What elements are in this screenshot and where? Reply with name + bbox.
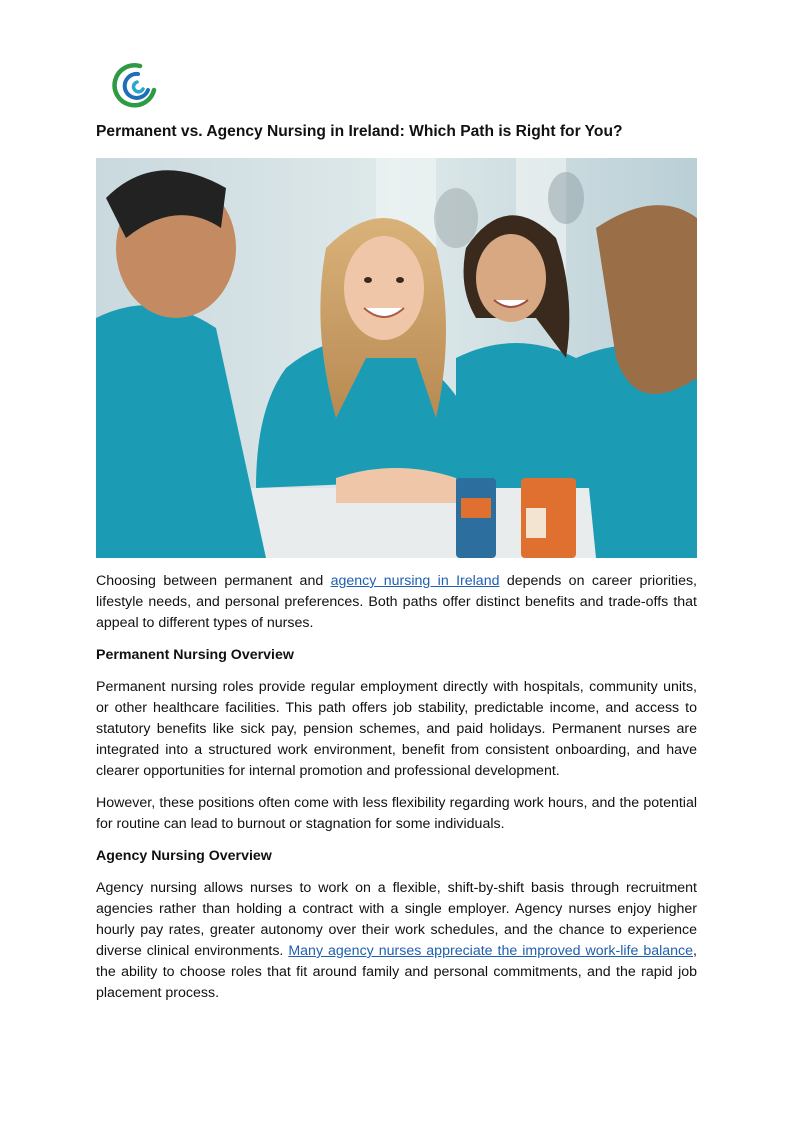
company-logo	[110, 60, 158, 108]
agency-paragraph: Agency nursing allows nurses to work on a flexible, shift-by-shift basis through recruitment agencies rather than holding a contract with a single employer. Agency nurses enjoy higher hourly pay rates, greater autonomy over their work schedules, and the chance to experience diverse clinical environments. Many agency nurses appreciate the improved work-life balance, the ability to choose roles that fit around family and personal commitments, and the rapid job placement process.	[96, 880, 697, 1001]
section-heading-permanent: Permanent Nursing Overview	[96, 647, 294, 663]
permanent-paragraph-1: Permanent nursing roles provide regular employment directly with hospitals, community units, or other healthcare facilities. This path offers job stability, predictable income, and access to statutory benefits like sick pay, pension schemes, and paid holidays. Permanent nurses are integrated into a structured work environment, benefit from consistent onboarding, and have clearer opportunities for internal promotion and professional development.	[96, 679, 697, 779]
page-title: Permanent vs. Agency Nursing in Ireland: Which Path is Right for You?	[96, 123, 623, 140]
section-heading-agency: Agency Nursing Overview	[96, 848, 272, 864]
intro-paragraph: Choosing between permanent and agency nursing in Ireland depends on career priorities, lifestyle needs, and personal preferences. Both paths offer distinct benefits and trade-offs that appeal to different types of nurses.	[96, 573, 697, 631]
article-body	[96, 571, 697, 1015]
work-life-balance-link[interactable]: Many agency nurses appreciate the improved work-life balance	[288, 943, 694, 959]
hero-image	[96, 158, 697, 558]
agency-nursing-link[interactable]: agency nursing in Ireland	[330, 573, 500, 589]
permanent-paragraph-2: However, these positions often come with less flexibility regarding work hours, and the potential for routine can lead to burnout or stagnation for some individuals.	[96, 795, 697, 832]
